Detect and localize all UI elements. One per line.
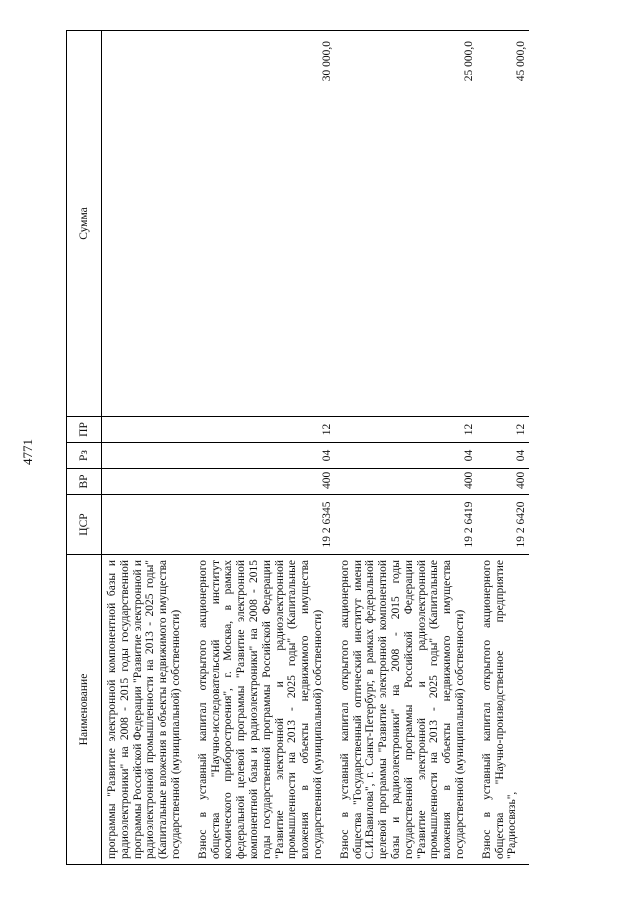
- row-vr: 400: [193, 469, 335, 495]
- row-csr: 19 2 6345: [193, 495, 335, 555]
- header-name: Наименование: [67, 555, 102, 865]
- table-row: [335, 31, 477, 865]
- row-rz: 04: [335, 443, 477, 469]
- row-name: Взнос в уставный капитал открытого акционерного общества "Государственный оптический институт имени С.И.Вавилова", г. Санкт-Петербург, в рамках федеральной целевой программы "Развитие электронной компонентной базы и радиоэлектроники" на 2008 - 2015 годы государственной программы Российской Федерации "Развитие электронной и радиоэлектронной промышленности на 2013 - 2025 годы" (Капитальные вложения в объекты недвижимого имущества государственной (муниципальной) собственности): [335, 555, 477, 865]
- row-sum: 45 000,0: [477, 31, 529, 417]
- row-pr: 12: [477, 417, 529, 443]
- header-rz: Рз: [67, 443, 102, 469]
- row-vr: 400: [335, 469, 477, 495]
- table-header-row: [67, 31, 102, 865]
- row-vr: 400: [477, 469, 529, 495]
- table-row: [193, 31, 335, 865]
- table-row: [477, 31, 529, 865]
- row-sum: 30 000,0: [193, 31, 335, 417]
- row-csr: 19 2 6419: [335, 495, 477, 555]
- row-name: Взнос в уставный капитал открытого акционерного общества "Научно-исследовательский институт космического приборостроения", г. Москва, в рамках федеральной целевой программы "Развитие электронной компонентной базы и радиоэлектроники" на 2008 - 2015 годы государственной программы Российской Федерации "Развитие электронной и радиоэлектронной промышленности на 2013 - 2025 годы" (Капитальные вложения в объекты недвижимого имущества государственной (муниципальной) собственности): [193, 555, 335, 865]
- budget-table: [66, 30, 529, 865]
- row-sum: [102, 31, 193, 417]
- row-pr: 12: [193, 417, 335, 443]
- row-rz: 04: [193, 443, 335, 469]
- row-sum: 25 000,0: [335, 31, 477, 417]
- row-rz: 04: [477, 443, 529, 469]
- row-csr: 19 2 6420: [477, 495, 529, 555]
- header-vr: ВР: [67, 469, 102, 495]
- row-name: программы "Развитие электронной компонентной базы и радиоэлектроники" на 2008 - 2015 годы государственной программы Российской Федерации "Развитие электронной и радиоэлектронной промышленности на 2013 - 2025 годы" (Капитальные вложения в объекты недвижимого имущества государственной (муниципальной) собственности): [102, 555, 193, 865]
- row-pr: 12: [335, 417, 477, 443]
- row-vr: [102, 469, 193, 495]
- header-pr: ПР: [67, 417, 102, 443]
- row-csr: [102, 495, 193, 555]
- header-csr: ЦСР: [67, 495, 102, 555]
- row-rz: [102, 443, 193, 469]
- row-pr: [102, 417, 193, 443]
- header-sum: Сумма: [67, 31, 102, 417]
- table-row: [102, 31, 193, 865]
- row-name: Взнос в уставный капитал открытого акционерного общества "Научно-производственное предприятие "Радиосвязь",: [477, 555, 529, 865]
- page-number: 4771: [20, 439, 35, 465]
